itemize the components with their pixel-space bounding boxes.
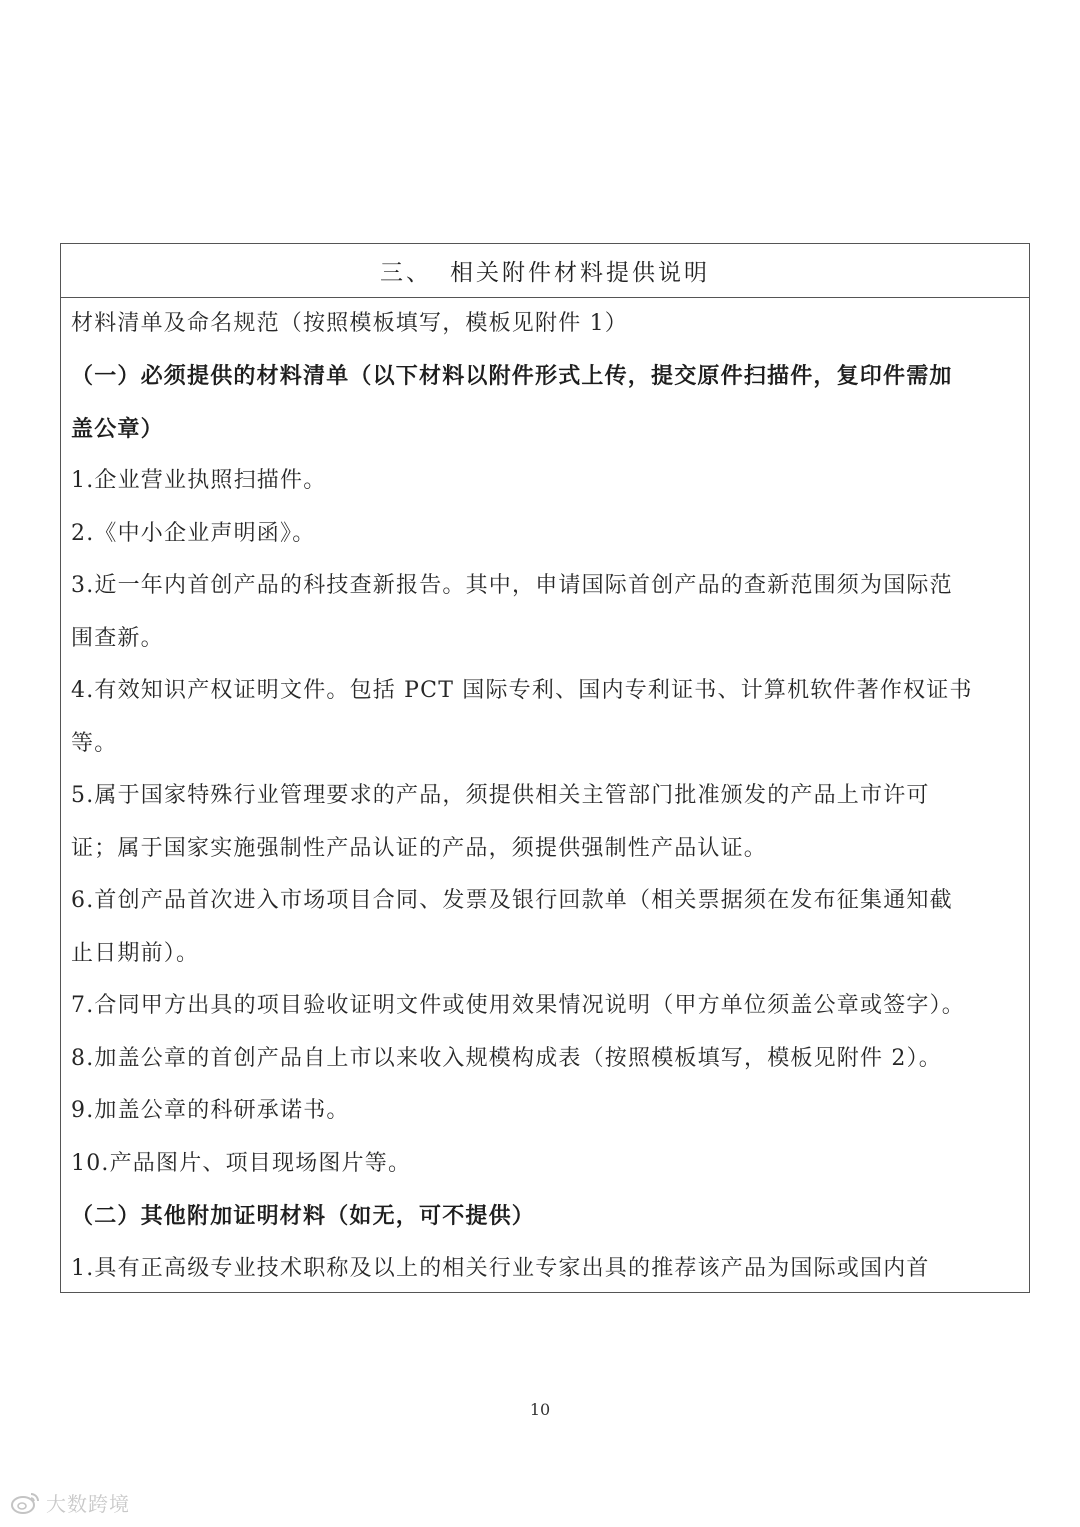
list-item: 10.产品图片、项目现场图片等。	[71, 1150, 412, 1176]
subsection-heading: （一）必须提供的材料清单（以下材料以附件形式上传，提交原件扫描件，复印件需加	[71, 363, 953, 389]
section-title: 相关附件材料提供说明	[450, 260, 710, 286]
list-item: 5.属于国家特殊行业管理要求的产品，须提供相关主管部门批准颁发的产品上市许可	[71, 783, 930, 808]
list-item: 等。	[71, 730, 118, 756]
subsection-heading: （二）其他附加证明材料（如无，可不提供）	[71, 1203, 536, 1229]
watermark-text: 大数跨境	[46, 1492, 130, 1516]
list-item: 围查新。	[71, 625, 164, 651]
list-item: 证；属于国家实施强制性产品认证的产品，须提供强制性产品认证。	[71, 835, 768, 861]
list-item: 4.有效知识产权证明文件。包括 PCT 国际专利、国内专利证书、计算机软件著作权证书	[71, 678, 973, 703]
attachment-materials-table	[60, 243, 1030, 1293]
watermark	[10, 1488, 130, 1517]
list-item: 止日期前）。	[71, 940, 200, 966]
section-number: 三、	[380, 260, 432, 286]
list-item: 7.合同甲方出具的项目验收证明文件或使用效果情况说明（甲方单位须盖公章或签字）。	[71, 993, 965, 1018]
list-item: 2.《中小企业声明函》。	[71, 520, 316, 546]
list-item: 3.近一年内首创产品的科技查新报告。其中，申请国际首创产品的查新范围须为国际范	[71, 573, 953, 598]
list-item: 1.具有正高级专业技术职称及以上的相关行业专家出具的推荐该产品为国际或国内首	[71, 1255, 930, 1281]
list-item: 1.企业营业执照扫描件。	[71, 468, 327, 493]
section-header	[61, 244, 1029, 298]
list-item: 材料清单及命名规范（按照模板填写，模板见附件 1）	[71, 311, 628, 336]
list-item: 6.首创产品首次进入市场项目合同、发票及银行回款单（相关票据须在发布征集通知截	[71, 888, 953, 913]
list-item: 8.加盖公章的首创产品自上市以来收入规模构成表（按照模板填写，模板见附件 2）。	[71, 1045, 942, 1071]
list-item: 9.加盖公章的科研承诺书。	[71, 1098, 350, 1123]
weibo-logo-icon	[10, 1491, 40, 1515]
page-number: 10	[529, 1400, 551, 1419]
materials-list	[61, 298, 1029, 1295]
subsection-heading: 盖公章）	[71, 415, 164, 442]
